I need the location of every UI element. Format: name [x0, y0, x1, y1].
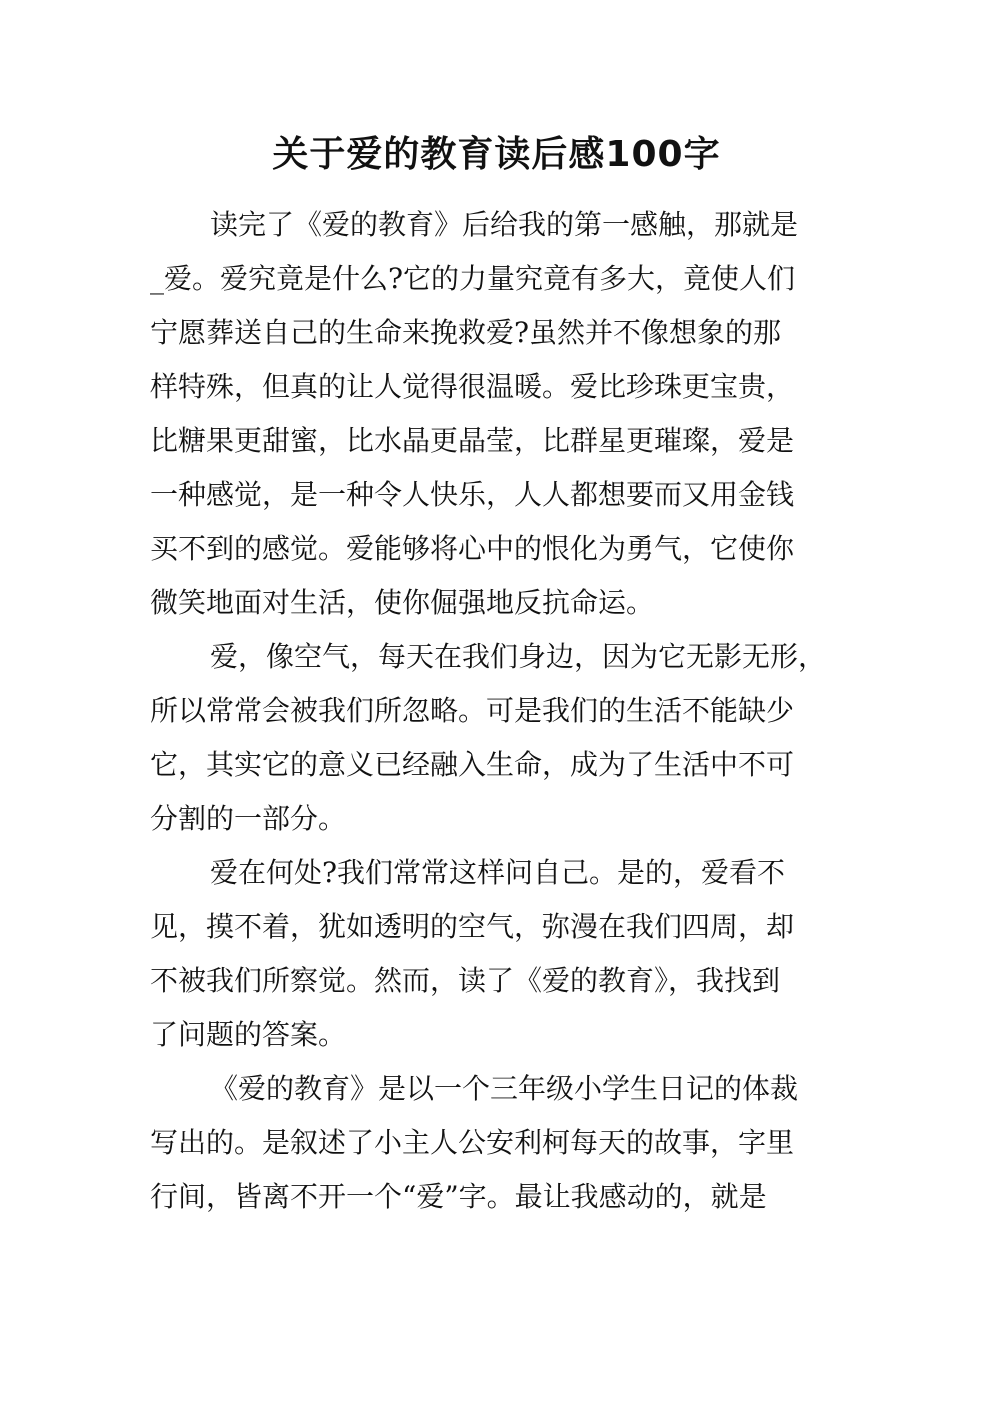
- paragraph-4-line-2: 写出的。是叙述了小主人公安利柯每天的故事，字里: [150, 1126, 795, 1159]
- paragraph-4-line-3: 行间，皆离不开一个“爱”字。最让我感动的，就是: [150, 1180, 767, 1213]
- paragraph-2-line-4: 分割的一部分。: [150, 802, 347, 835]
- paragraph-1-line-5: 比糖果更甜蜜，比水晶更晶莹，比群星更璀璨，爱是: [150, 424, 795, 457]
- document-title: 关于爱的教育读后感100字: [272, 134, 721, 175]
- paragraph-3-line-1: 爱在何处?我们常常这样问自己。是的，爱看不: [210, 856, 786, 889]
- document-body: [150, 198, 850, 1224]
- paragraph-1-line-7: 买不到的感觉。爱能够将心中的恨化为勇气，它使你: [150, 532, 795, 565]
- paragraph-4-line-1: 《爱的教育》是以一个三年级小学生日记的体裁: [210, 1072, 799, 1105]
- paragraph-2-line-1: 爱，像空气，每天在我们身边，因为它无影无形，: [210, 640, 827, 673]
- paragraph-3-line-4: 了问题的答案。: [150, 1018, 347, 1051]
- paragraph-2-line-3: 它，其实它的意义已经融入生命，成为了生活中不可: [150, 748, 795, 781]
- paragraph-2-line-2: 所以常常会被我们所忽略。可是我们的生活不能缺少: [150, 694, 795, 727]
- paragraph-1-line-6: 一种感觉，是一种令人快乐，人人都想要而又用金钱: [150, 478, 795, 511]
- paragraph-1-line-2: _爱。爱究竟是什么?它的力量究竟有多大，竟使人们: [150, 262, 796, 295]
- paragraph-1-line-3: 宁愿葬送自己的生命来挽救爱?虽然并不像想象的那: [150, 316, 782, 349]
- paragraph-1-line-1: 读完了《爱的教育》后给我的第一感触，那就是: [210, 208, 799, 241]
- paragraph-3-line-2: 见，摸不着，犹如透明的空气，弥漫在我们四周，却: [150, 910, 795, 943]
- paragraph-3-line-3: 不被我们所察觉。然而，读了《爱的教育》，我找到: [150, 964, 781, 997]
- paragraph-1-line-8: 微笑地面对生活，使你倔强地反抗命运。: [150, 586, 655, 619]
- paragraph-1-line-4: 样特殊，但真的让人觉得很温暖。爱比珍珠更宝贵，: [150, 370, 795, 403]
